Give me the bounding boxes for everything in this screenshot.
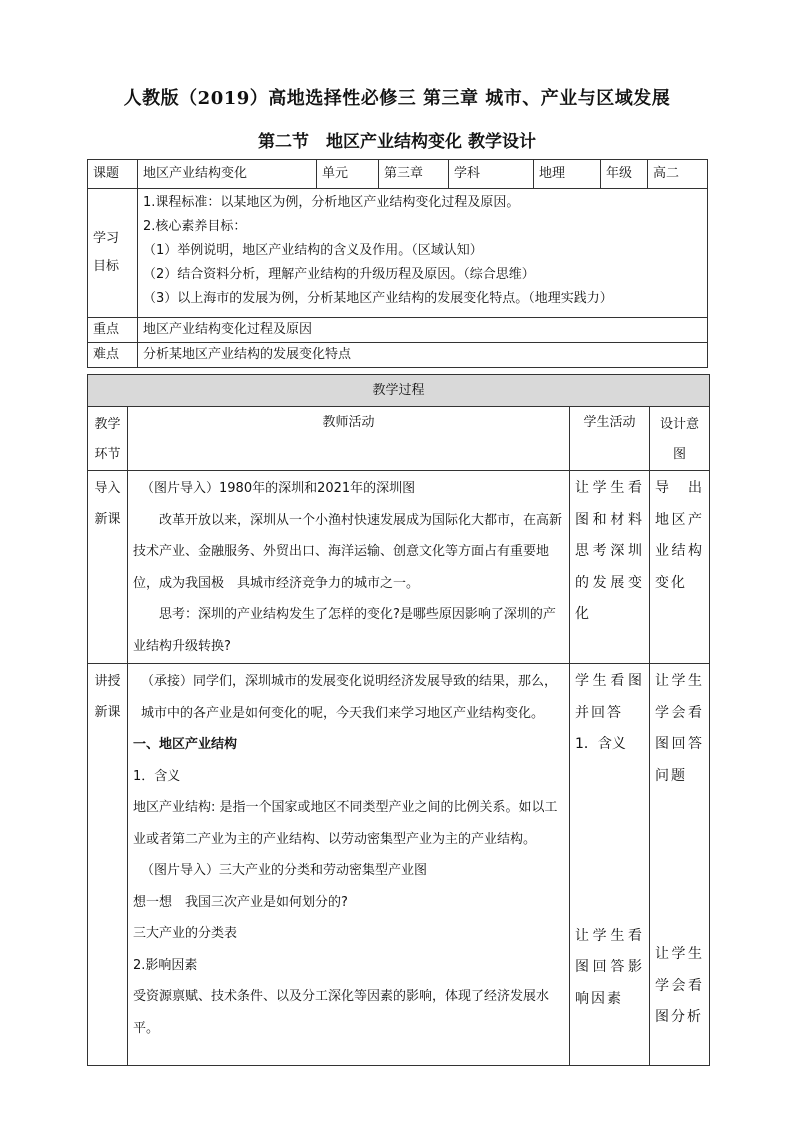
difficulty-label: 难点 <box>88 343 138 368</box>
student-activity-header: 学生活动 <box>570 407 650 471</box>
intro-stage-cell <box>88 471 128 664</box>
stage-line: 讲授 <box>94 674 121 689</box>
design-header-line: 图 <box>673 447 687 462</box>
teacher-paragraph: 思考：深圳的产业结构发生了怎样的变化?是哪些原因影响了深圳的产业结构升级转换? <box>133 607 556 654</box>
topic-value: 地区产业结构变化 <box>138 160 317 189</box>
goals-content <box>138 189 708 318</box>
intro-student-cell: 让学生看图和材料思考深圳的发展变化 <box>570 471 650 664</box>
teacher-activity-header: 教师活动 <box>128 407 570 471</box>
difficulty-value: 分析某地区产业结构的发展变化特点 <box>138 343 708 368</box>
goals-label <box>88 189 138 318</box>
lecture-design-cell <box>650 664 710 1066</box>
teacher-paragraph: （承接）同学们，深圳城市的发展变化说明经济发展导致的结果，那么，城市中的各产业是如何变化的呢，今天我们来学习地区产业结构变化。 <box>141 674 558 721</box>
teacher-paragraph: 三大产业的分类表 <box>133 926 238 941</box>
teacher-paragraph: （图片导入）三大产业的分类和劳动密集型产业图 <box>141 863 428 878</box>
subject-label: 学科 <box>449 160 534 189</box>
lecture-teacher-cell <box>128 664 570 1066</box>
lecture-student-cell <box>570 664 650 1066</box>
design-intent-text: 让学生学会看图分析 <box>655 946 705 1025</box>
stage-line: 新课 <box>94 512 121 527</box>
teacher-paragraph: 改革开放以来，深圳从一个小渔村快速发展成为国际化大都市，在高新技术产业、金融服务、外贸出口、海洋运输、创意文化等方面占有重要地位，成为我国极 具城市经济竞争力的城市之一。 <box>133 512 563 591</box>
design-intent-text: 让学生学会看图回答问题 <box>655 673 705 784</box>
subsection-heading: 1．含义 <box>133 768 181 784</box>
intro-design-cell: 导 出地区产业结构变化 <box>650 471 710 664</box>
design-intent-header <box>650 407 710 471</box>
teacher-paragraph: （图片导入）1980年的深圳和2021年的深圳图 <box>141 481 416 496</box>
subject-value: 地理 <box>534 160 601 189</box>
unit-value: 第三章 <box>379 160 449 189</box>
lecture-stage-cell <box>88 664 128 1066</box>
goal-line: （2）结合资料分析，理解产业结构的升级历程及原因。（综合思维） <box>143 267 535 282</box>
document-title: 人教版（2019）高地选择性必修三 第三章 城市、产业与区域发展 <box>123 88 671 109</box>
lesson-info-table <box>87 159 708 368</box>
teacher-paragraph: 受资源禀赋、技术条件、以及分工深化等因素的影响，体现了经济发展水平。 <box>133 989 550 1036</box>
goal-line: （3）以上海市的发展为例，分析某地区产业结构的发展变化特点。（地理实践力） <box>143 291 613 306</box>
intro-teacher-cell <box>128 471 570 664</box>
goal-line: 1.课程标准：以某地区为例，分析地区产业结构变化过程及原因。 <box>143 195 520 210</box>
student-activity-text: 学生看图并回答 <box>575 673 644 721</box>
stage-line: 新课 <box>94 705 121 720</box>
unit-label: 单元 <box>317 160 379 189</box>
goal-line: （1）举例说明，地区产业结构的含义及作用。（区域认知） <box>143 243 483 258</box>
topic-label: 课题 <box>88 160 138 189</box>
key-point-label: 重点 <box>88 318 138 343</box>
stage-line: 导入 <box>94 481 121 496</box>
subsection-heading: 2.影响因素 <box>133 957 198 973</box>
stage-header-line: 环节 <box>94 447 121 462</box>
grade-label: 年级 <box>601 160 648 189</box>
teaching-process-table <box>87 374 710 1066</box>
goals-label-line: 目标 <box>93 259 120 274</box>
student-activity-text: 让学生看图回答影响因素 <box>575 927 644 1007</box>
design-header-line: 设计意 <box>660 417 700 432</box>
stage-column-header <box>88 407 128 471</box>
teacher-paragraph: 想一想 我国三次产业是如何划分的? <box>133 894 348 910</box>
goal-line: 2.核心素养目标： <box>143 219 247 234</box>
document-subtitle: 第二节 地区产业结构变化 教学设计 <box>258 132 536 152</box>
student-activity-text: 1．含义 <box>575 736 626 752</box>
grade-value: 高二 <box>648 160 708 189</box>
goals-label-line: 学习 <box>93 231 120 246</box>
process-header: 教学过程 <box>88 375 710 407</box>
stage-header-line: 教学 <box>94 417 121 432</box>
key-point-value: 地区产业结构变化过程及原因 <box>138 318 708 343</box>
section-heading: 一、地区产业结构 <box>133 737 238 752</box>
teacher-paragraph: 地区产业结构: 是指一个国家或地区不同类型产业之间的比例关系。如以工业或者第二产业为主的产业结构、以劳动密集型产业为主的产业结构。 <box>133 800 558 847</box>
